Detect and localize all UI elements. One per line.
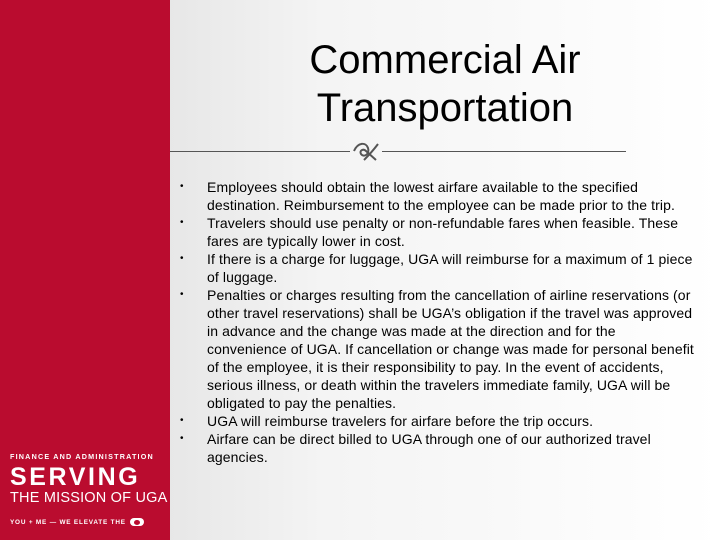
bullet-marker: •	[180, 253, 184, 264]
bullet-marker: •	[180, 415, 184, 426]
bullet-text: Travelers should use penalty or non-refundable fares when feasible. These fares are typically lower in cost.	[207, 215, 679, 249]
brand-serving-text: SERVING	[10, 463, 141, 491]
brand-logo	[10, 452, 168, 526]
brand-mission-text: THE MISSION OF UGA	[10, 490, 168, 506]
bullet-item	[180, 178, 694, 214]
bullet-list	[180, 178, 694, 466]
bullet-text: Employees should obtain the lowest airfare available to the specified destination. Reimbursement to the employee can be made prior to the trip.	[207, 179, 675, 213]
brand-tagline-text: YOU + ME — WE ELEVATE THE	[10, 518, 126, 526]
bullet-item	[180, 214, 694, 250]
slide-title-line1: Commercial Air	[309, 38, 581, 82]
georgia-g-logo-icon	[130, 518, 144, 526]
curly-flourish-icon	[350, 138, 382, 164]
bullet-marker: •	[180, 289, 184, 300]
bullet-text: UGA will reimburse travelers for airfare before the trip occurs.	[207, 413, 594, 429]
bullet-item	[180, 286, 694, 412]
bullet-marker: •	[180, 217, 184, 228]
bullet-item	[180, 412, 694, 430]
bullet-item	[180, 250, 694, 286]
slide-title-line2: Transportation	[316, 86, 574, 130]
bullet-text: Airfare can be direct billed to UGA through one of our authorized travel agencies.	[207, 431, 651, 465]
bullet-marker: •	[180, 181, 184, 192]
sidebar-panel	[0, 0, 170, 540]
title-divider-right	[382, 151, 626, 152]
bullet-item	[180, 430, 694, 466]
title-divider-left	[170, 151, 350, 152]
bullet-text: If there is a charge for luggage, UGA will reimburse for a maximum of 1 piece of luggage.	[207, 251, 693, 285]
brand-tagline	[10, 518, 162, 526]
slide-title	[190, 36, 700, 132]
brand-division-text: FINANCE AND ADMINISTRATION	[10, 452, 154, 461]
bullet-text: Penalties or charges resulting from the cancellation of airline reservations (or other travel reservations) shall be UGA’s obligation if the travel was approved in advance and the change was made at the direction and for the convenience of UGA. If cancellation or change was made for personal benefit of the employee, it is their responsibility to pay. In the event of accidents, serious illness, or death within the travelers immediate family, UGA will be obligated to pay the penalties.	[207, 287, 694, 411]
bullet-marker: •	[180, 433, 184, 444]
